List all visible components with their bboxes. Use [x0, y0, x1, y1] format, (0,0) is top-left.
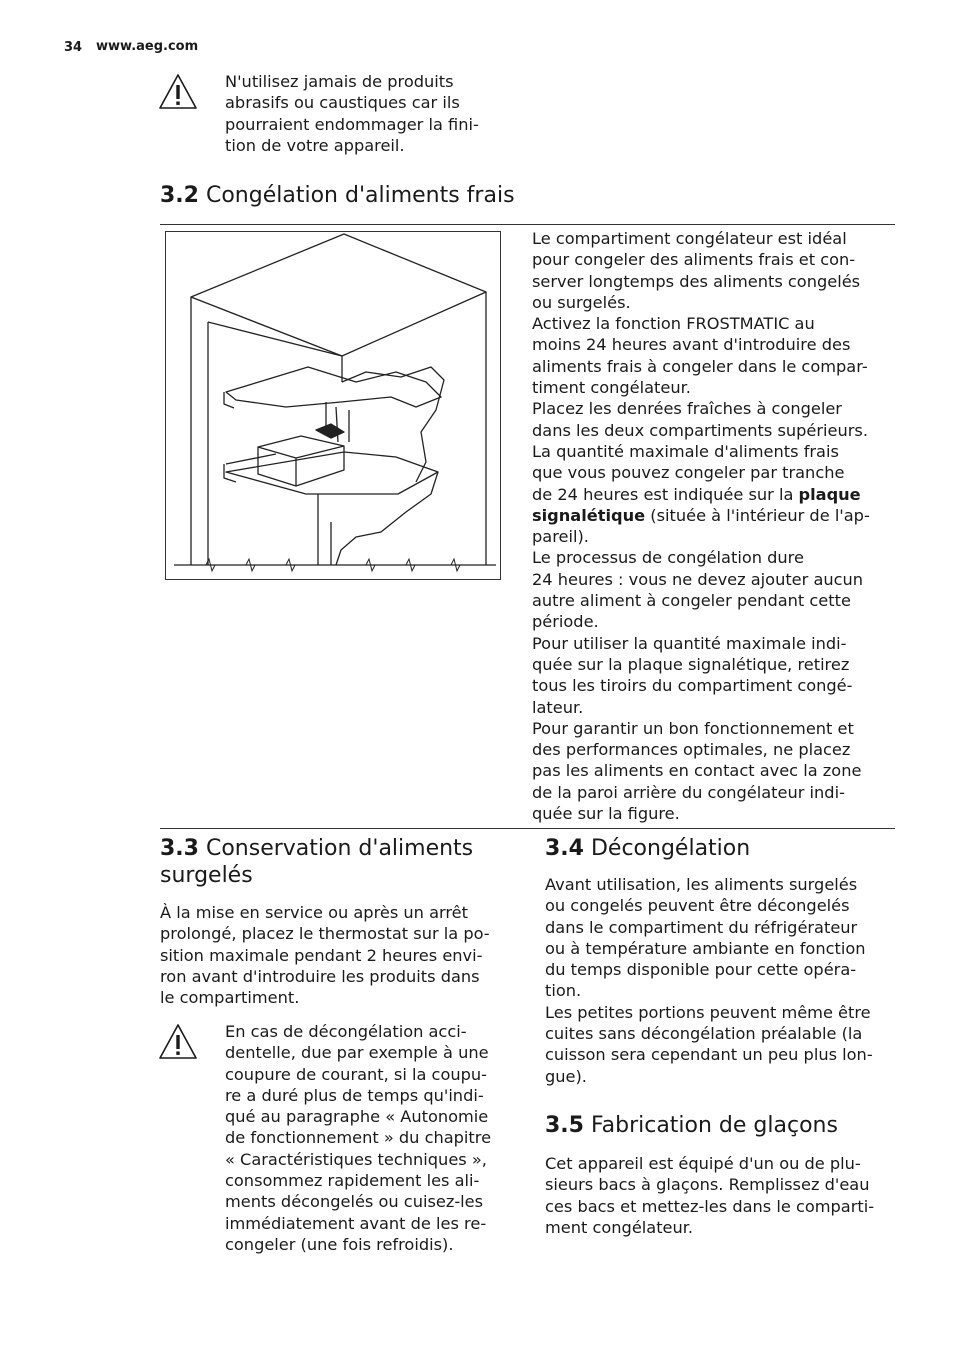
page-number: 34 [64, 40, 83, 55]
warning-line: abrasifs ou caustiques car ils [225, 93, 460, 113]
body-text-span: de 24 heures est indiquée sur la [532, 484, 799, 504]
section-3-3-body [160, 902, 520, 1008]
warning-line: consommez rapidement les ali- [225, 1171, 480, 1191]
body-line: dans le compartiment du réfrigérateur [545, 917, 858, 937]
body-line: Le compartiment congélateur est idéal [532, 229, 847, 248]
body-line: Le processus de congélation dure [532, 548, 804, 568]
section-number: 3.5 [545, 1113, 584, 1138]
section-3-5-body [545, 1153, 895, 1238]
body-line: pareil). [532, 527, 589, 547]
warning-triangle-icon [158, 1022, 198, 1066]
section-title: Conservation d'aliments [205, 836, 474, 861]
body-line: À la mise en service ou après un arrêt [160, 903, 468, 922]
body-line: ou surgelés. [532, 292, 631, 312]
body-line: autre aliment à congeler pendant cette [532, 591, 851, 611]
section-title-cont: surgelés [160, 863, 253, 888]
warning-line: immédiatement avant de les re- [225, 1213, 487, 1233]
section-title: Congélation d'aliments frais [205, 183, 515, 208]
section-3-4-body [545, 874, 895, 1087]
body-line: Les petites portions peuvent même être [545, 1002, 871, 1022]
body-line: La quantité maximale d'aliments frais [532, 441, 839, 461]
section-heading-3-2 [160, 182, 515, 209]
body-line: le compartiment. [160, 988, 300, 1008]
body-line: prolongé, placez le thermostat sur la po- [160, 924, 490, 944]
section-number: 3.4 [545, 836, 584, 861]
body-line: de la paroi arrière du congélateur indi- [532, 782, 845, 802]
body-line: ces bacs et mettez-les dans le comparti- [545, 1196, 875, 1216]
warning-line: de fonctionnement » du chapitre [225, 1128, 492, 1148]
body-line: tous les tiroirs du compartiment congé- [532, 676, 853, 696]
body-line: Placez les denrées fraîches à congeler [532, 399, 842, 419]
section-heading-3-4 [545, 835, 750, 862]
body-line: ron avant d'introduire les produits dans [160, 966, 480, 986]
warning-text-thawing [225, 1021, 520, 1255]
warning-line: ments décongelés ou cuisez-les [225, 1192, 484, 1212]
body-line: gue). [545, 1066, 587, 1086]
section-heading-3-5 [545, 1112, 838, 1139]
body-line: aliments frais à congeler dans le compar- [532, 356, 868, 376]
body-line: moins 24 heures avant d'introduire des [532, 335, 851, 355]
bold-term: signalétique [532, 505, 646, 525]
section-heading-3-3 [160, 835, 520, 889]
body-line: lateur. [532, 697, 584, 717]
warning-line: N'utilisez jamais de produits [225, 72, 454, 91]
body-line: tion. [545, 981, 582, 1001]
website-link[interactable]: www.aeg.com [96, 39, 199, 54]
body-line: Pour utiliser la quantité maximale indi- [532, 633, 847, 653]
section-title: Décongélation [590, 836, 751, 861]
body-line [532, 484, 894, 505]
body-line: des performances optimales, ne placez [532, 740, 851, 760]
body-line: ment congélateur. [545, 1217, 694, 1237]
body-line: que vous pouvez congeler par tranche [532, 463, 845, 483]
body-line: ou à température ambiante en fonction [545, 938, 866, 958]
body-line: cuisson sera cependant un peu plus lon- [545, 1045, 873, 1065]
body-line: server longtemps des aliments congelés [532, 271, 861, 291]
warning-line: dentelle, due par exemple à une [225, 1043, 489, 1063]
body-line: quée sur la plaque signalétique, retirez [532, 654, 850, 674]
body-line: sition maximale pendant 2 heures envi- [160, 945, 483, 965]
body-line: cuites sans décongélation préalable (la [545, 1024, 863, 1044]
body-line: dans les deux compartiments supérieurs. [532, 420, 869, 440]
section-number: 3.3 [160, 836, 199, 861]
divider [160, 828, 895, 829]
body-line [532, 505, 894, 526]
divider [160, 224, 895, 225]
warning-line: qué au paragraphe « Autonomie [225, 1107, 489, 1127]
warning-line: re a duré plus de temps qu'indi- [225, 1085, 484, 1105]
warning-text-abrasive [225, 71, 515, 156]
body-line: pas les aliments en contact avec la zone [532, 761, 862, 781]
freezer-compartment-illustration [166, 232, 500, 579]
warning-line: pourraient endommager la fini- [225, 114, 479, 134]
section-3-2-body [532, 228, 894, 824]
body-line: Pour garantir un bon fonctionnement et [532, 718, 854, 738]
body-line: ou congelés peuvent être décongelés [545, 896, 850, 916]
body-line: période. [532, 612, 599, 632]
warning-line: « Caractéristiques techniques », [225, 1149, 487, 1169]
body-line: sieurs bacs à glaçons. Remplissez d'eau [545, 1175, 870, 1195]
freezer-illustration [165, 231, 501, 580]
body-line: 24 heures : vous ne devez ajouter aucun [532, 569, 864, 589]
warning-line: En cas de décongélation acci- [225, 1022, 467, 1041]
section-number: 3.2 [160, 183, 199, 208]
body-line: du temps disponible pour cette opéra- [545, 960, 857, 980]
warning-line: tion de votre appareil. [225, 135, 405, 155]
section-title: Fabrication de glaçons [590, 1113, 838, 1138]
body-line: Activez la fonction FROSTMATIC au [532, 314, 815, 334]
body-text-span: (située à l'intérieur de l'ap- [645, 505, 870, 525]
warning-triangle-icon [158, 72, 198, 116]
body-line: pour congeler des aliments frais et con- [532, 250, 856, 270]
body-line: timent congélateur. [532, 378, 691, 398]
body-line: Cet appareil est équipé d'un ou de plu- [545, 1154, 861, 1173]
warning-line: congeler (une fois refroidis). [225, 1234, 454, 1254]
body-line: Avant utilisation, les aliments surgelés [545, 875, 858, 894]
bold-term: plaque [798, 484, 861, 504]
body-line: quée sur la figure. [532, 804, 680, 824]
warning-line: coupure de courant, si la coupu- [225, 1064, 487, 1084]
